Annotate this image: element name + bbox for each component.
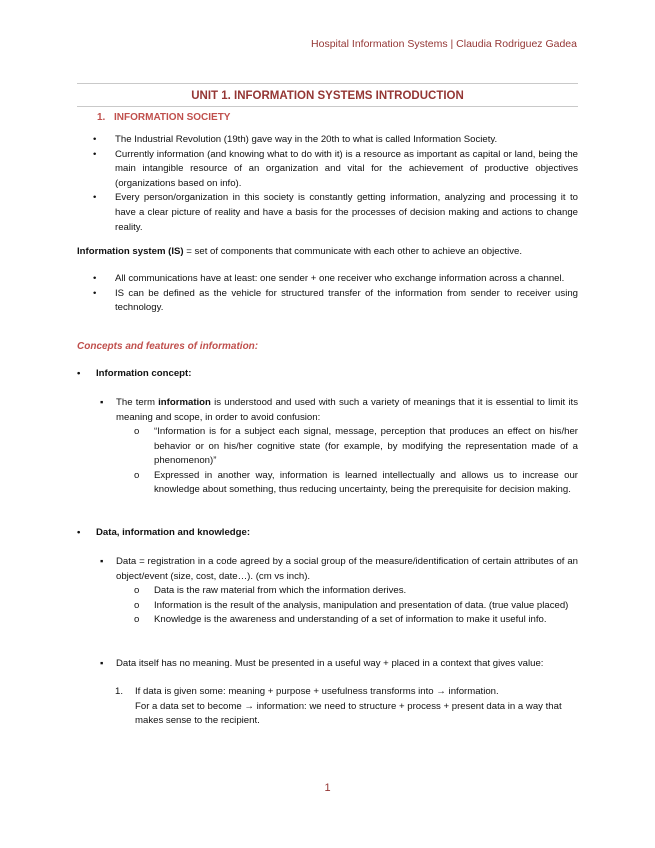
title-bar xyxy=(77,83,578,107)
info-concept-sub: ▪ The term information is understood and used with such a variety of meanings that it is essential to limit its meaning and scope, in order to avoid confusion: xyxy=(100,397,578,423)
list-item: • Every person/organization in this society is constantly getting information, analyzing and processing it to have a clear picture of reality and have a basis for the processes of decision making and actions to change reality. xyxy=(93,192,578,233)
list-item: o Expressed in another way, information is learned intellectually and allows us to increase our knowledge about something, thus reducing uncertainty, being the prerequisite for decision making. xyxy=(134,469,578,496)
list-item: • Currently information (and knowing what to do with it) is a resource as important as capital or land, being the main intangible resource of an organization and vital for the achievement of productive objectives (organizations based on info). xyxy=(93,148,578,189)
list-item: o Knowledge is the awareness and understanding of a set of information to make it useful info. xyxy=(134,614,547,626)
list-item: o Information is the result of the analysis, manipulation and presentation of data. (true value placed) xyxy=(134,599,569,611)
info-concept-heading: • Information concept: xyxy=(77,368,192,379)
list-item: • IS can be defined as the vehicle for structured transfer of the information from sender to receiver using technology. xyxy=(93,287,578,314)
concepts-heading: Concepts and features of information: xyxy=(77,341,259,352)
list-item: o Data is the raw material from which the information derives. xyxy=(134,585,407,596)
dik-heading: • Data, information and knowledge: xyxy=(77,527,251,538)
dik-sub2: ▪ Data itself has no meaning. Must be presented in a useful way + placed in a context that gives value: xyxy=(100,658,544,669)
running-header: Hospital Information Systems | Claudia Rodriguez Gadea xyxy=(311,38,577,50)
list-item: • All communications have at least: one sender + one receiver who exchange information across a channel. xyxy=(93,273,565,284)
info-concept-items xyxy=(134,425,578,498)
list-item: o “Information is for a subject each signal, message, perception that produces an effect on his/her behavior or on his/her cognitive state (for example, by modifying the representation made of a phenomenon)” xyxy=(134,426,578,467)
dik-items xyxy=(134,584,578,628)
page-number: 1 xyxy=(324,782,331,794)
bullet-list-is xyxy=(93,272,578,316)
dik-sub1: ▪ Data = registration in a code agreed by a social group of the measure/identification of certain attributes of an object/event (size, cost, date…). (cm vs inch). xyxy=(100,556,578,582)
bullet-list-society xyxy=(93,133,578,235)
list-item: • The Industrial Revolution (19th) gave way in the 20th to what is called Information Society. xyxy=(93,134,498,145)
page-title: UNIT 1. INFORMATION SYSTEMS INTRODUCTION xyxy=(191,90,464,102)
is-definition: Information system (IS) = set of components that communicate with each other to achieve an objective. xyxy=(77,246,522,257)
section-heading: 1. INFORMATION SOCIETY xyxy=(97,112,231,123)
dik-numbered: 1. If data is given some: meaning + purpose + usefulness transforms into → information. For a data set to become → information: we need to structure + process + present data in a way that makes sense to the recipient. xyxy=(115,686,562,727)
